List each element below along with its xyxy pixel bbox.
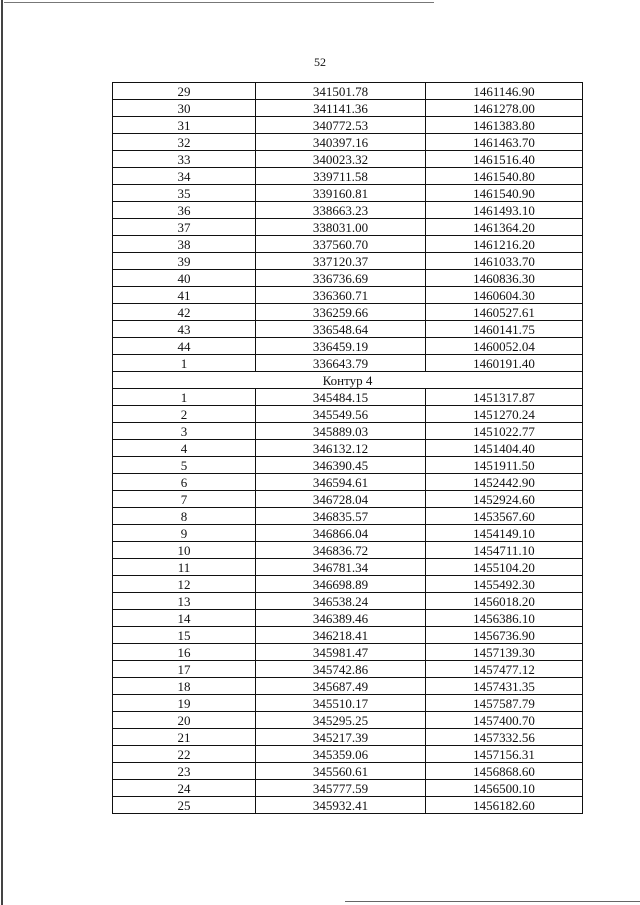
x-coordinate-cell: 346836.72	[256, 542, 426, 559]
table-row	[113, 338, 583, 355]
x-coordinate-cell: 346132.12	[256, 440, 426, 457]
table-row	[113, 576, 583, 593]
table-row	[113, 797, 583, 814]
table-row	[113, 780, 583, 797]
y-coordinate-cell: 1457332.56	[426, 729, 583, 746]
table-row	[113, 406, 583, 423]
point-number-cell: 23	[113, 763, 256, 780]
point-number-cell: 22	[113, 746, 256, 763]
table-row	[113, 644, 583, 661]
x-coordinate-cell: 341501.78	[256, 83, 426, 100]
y-coordinate-cell: 1457431.35	[426, 678, 583, 695]
point-number-cell: 25	[113, 797, 256, 814]
point-number-cell: 24	[113, 780, 256, 797]
point-number-cell: 42	[113, 304, 256, 321]
y-coordinate-cell: 1451317.87	[426, 389, 583, 406]
y-coordinate-cell: 1451270.24	[426, 406, 583, 423]
x-coordinate-cell: 336643.79	[256, 355, 426, 372]
x-coordinate-cell: 345484.15	[256, 389, 426, 406]
point-number-cell: 44	[113, 338, 256, 355]
table-row	[113, 729, 583, 746]
point-number-cell: 6	[113, 474, 256, 491]
point-number-cell: 17	[113, 661, 256, 678]
table-row	[113, 236, 583, 253]
table-row	[113, 525, 583, 542]
y-coordinate-cell: 1461516.40	[426, 151, 583, 168]
point-number-cell: 21	[113, 729, 256, 746]
x-coordinate-cell: 346781.34	[256, 559, 426, 576]
x-coordinate-cell: 345777.59	[256, 780, 426, 797]
y-coordinate-cell: 1456868.60	[426, 763, 583, 780]
y-coordinate-cell: 1461493.10	[426, 202, 583, 219]
point-number-cell: 36	[113, 202, 256, 219]
x-coordinate-cell: 346218.41	[256, 627, 426, 644]
x-coordinate-cell: 345981.47	[256, 644, 426, 661]
y-coordinate-cell: 1461540.80	[426, 168, 583, 185]
x-coordinate-cell: 345359.06	[256, 746, 426, 763]
x-coordinate-cell: 346728.04	[256, 491, 426, 508]
y-coordinate-cell: 1461383.80	[426, 117, 583, 134]
y-coordinate-cell: 1456182.60	[426, 797, 583, 814]
y-coordinate-cell: 1455492.30	[426, 576, 583, 593]
y-coordinate-cell: 1460191.40	[426, 355, 583, 372]
y-coordinate-cell: 1451404.40	[426, 440, 583, 457]
table-row	[113, 219, 583, 236]
y-coordinate-cell: 1460141.75	[426, 321, 583, 338]
point-number-cell: 33	[113, 151, 256, 168]
point-number-cell: 4	[113, 440, 256, 457]
y-coordinate-cell: 1457139.30	[426, 644, 583, 661]
table-row	[113, 593, 583, 610]
x-coordinate-cell: 346698.89	[256, 576, 426, 593]
point-number-cell: 32	[113, 134, 256, 151]
table-row	[113, 712, 583, 729]
y-coordinate-cell: 1451022.77	[426, 423, 583, 440]
point-number-cell: 34	[113, 168, 256, 185]
point-number-cell: 29	[113, 83, 256, 100]
x-coordinate-cell: 336459.19	[256, 338, 426, 355]
table-row	[113, 423, 583, 440]
table-row	[113, 134, 583, 151]
y-coordinate-cell: 1460604.30	[426, 287, 583, 304]
table-row	[113, 253, 583, 270]
scan-edge-top	[4, 2, 434, 3]
table-row	[113, 440, 583, 457]
table-row	[113, 389, 583, 406]
y-coordinate-cell: 1456500.10	[426, 780, 583, 797]
table-row	[113, 83, 583, 100]
y-coordinate-cell: 1456736.90	[426, 627, 583, 644]
x-coordinate-cell: 338663.23	[256, 202, 426, 219]
x-coordinate-cell: 345549.56	[256, 406, 426, 423]
x-coordinate-cell: 345889.03	[256, 423, 426, 440]
y-coordinate-cell: 1460836.30	[426, 270, 583, 287]
x-coordinate-cell: 345687.49	[256, 678, 426, 695]
x-coordinate-cell: 346389.46	[256, 610, 426, 627]
x-coordinate-cell: 346835.57	[256, 508, 426, 525]
x-coordinate-cell: 345295.25	[256, 712, 426, 729]
point-number-cell: 37	[113, 219, 256, 236]
x-coordinate-cell: 336360.71	[256, 287, 426, 304]
table-row	[113, 270, 583, 287]
x-coordinate-cell: 336736.69	[256, 270, 426, 287]
point-number-cell: 43	[113, 321, 256, 338]
point-number-cell: 14	[113, 610, 256, 627]
point-number-cell: 8	[113, 508, 256, 525]
table-row	[113, 117, 583, 134]
table-row	[113, 304, 583, 321]
table-row	[113, 763, 583, 780]
point-number-cell: 10	[113, 542, 256, 559]
point-number-cell: 19	[113, 695, 256, 712]
table-row	[113, 559, 583, 576]
point-number-cell: 40	[113, 270, 256, 287]
y-coordinate-cell: 1461216.20	[426, 236, 583, 253]
x-coordinate-cell: 337120.37	[256, 253, 426, 270]
y-coordinate-cell: 1457156.31	[426, 746, 583, 763]
y-coordinate-cell: 1457400.70	[426, 712, 583, 729]
x-coordinate-cell: 345217.39	[256, 729, 426, 746]
x-coordinate-cell: 337560.70	[256, 236, 426, 253]
coordinates-table	[112, 82, 583, 814]
y-coordinate-cell: 1454711.10	[426, 542, 583, 559]
table-row	[113, 287, 583, 304]
y-coordinate-cell: 1453567.60	[426, 508, 583, 525]
y-coordinate-cell: 1457477.12	[426, 661, 583, 678]
x-coordinate-cell: 336259.66	[256, 304, 426, 321]
y-coordinate-cell: 1454149.10	[426, 525, 583, 542]
y-coordinate-cell: 1452924.60	[426, 491, 583, 508]
x-coordinate-cell: 338031.00	[256, 219, 426, 236]
table-row	[113, 355, 583, 372]
point-number-cell: 39	[113, 253, 256, 270]
x-coordinate-cell: 341141.36	[256, 100, 426, 117]
y-coordinate-cell: 1452442.90	[426, 474, 583, 491]
x-coordinate-cell: 345932.41	[256, 797, 426, 814]
point-number-cell: 35	[113, 185, 256, 202]
point-number-cell: 11	[113, 559, 256, 576]
point-number-cell: 30	[113, 100, 256, 117]
scan-edge-bottom	[345, 901, 640, 902]
table-row	[113, 100, 583, 117]
table-row	[113, 491, 583, 508]
x-coordinate-cell: 346538.24	[256, 593, 426, 610]
point-number-cell: 15	[113, 627, 256, 644]
y-coordinate-cell: 1461540.90	[426, 185, 583, 202]
x-coordinate-cell: 336548.64	[256, 321, 426, 338]
x-coordinate-cell: 340772.53	[256, 117, 426, 134]
page-number: 52	[314, 55, 326, 69]
section-header-row	[113, 372, 583, 389]
x-coordinate-cell: 345560.61	[256, 763, 426, 780]
y-coordinate-cell: 1460527.61	[426, 304, 583, 321]
y-coordinate-cell: 1455104.20	[426, 559, 583, 576]
point-number-cell: 18	[113, 678, 256, 695]
table-row	[113, 321, 583, 338]
y-coordinate-cell: 1451911.50	[426, 457, 583, 474]
point-number-cell: 38	[113, 236, 256, 253]
y-coordinate-cell: 1461364.20	[426, 219, 583, 236]
x-coordinate-cell: 339160.81	[256, 185, 426, 202]
y-coordinate-cell: 1457587.79	[426, 695, 583, 712]
point-number-cell: 7	[113, 491, 256, 508]
table-row	[113, 661, 583, 678]
y-coordinate-cell: 1461463.70	[426, 134, 583, 151]
point-number-cell: 5	[113, 457, 256, 474]
point-number-cell: 3	[113, 423, 256, 440]
y-coordinate-cell: 1456018.20	[426, 593, 583, 610]
point-number-cell: 1	[113, 389, 256, 406]
table-row	[113, 542, 583, 559]
table-row	[113, 202, 583, 219]
x-coordinate-cell: 345742.86	[256, 661, 426, 678]
table-row	[113, 457, 583, 474]
table-row	[113, 627, 583, 644]
x-coordinate-cell: 346866.04	[256, 525, 426, 542]
point-number-cell: 13	[113, 593, 256, 610]
table-row	[113, 678, 583, 695]
x-coordinate-cell: 339711.58	[256, 168, 426, 185]
point-number-cell: 9	[113, 525, 256, 542]
x-coordinate-cell: 346390.45	[256, 457, 426, 474]
table-row	[113, 474, 583, 491]
point-number-cell: 2	[113, 406, 256, 423]
table-row	[113, 151, 583, 168]
table-row	[113, 695, 583, 712]
point-number-cell: 20	[113, 712, 256, 729]
point-number-cell: 1	[113, 355, 256, 372]
table-row	[113, 746, 583, 763]
table-row	[113, 168, 583, 185]
scan-edge-left	[1, 0, 3, 905]
coordinates-table-body	[113, 83, 583, 814]
y-coordinate-cell: 1456386.10	[426, 610, 583, 627]
table-row	[113, 610, 583, 627]
section-title: Контур 4	[113, 372, 583, 389]
x-coordinate-cell: 345510.17	[256, 695, 426, 712]
y-coordinate-cell: 1460052.04	[426, 338, 583, 355]
point-number-cell: 12	[113, 576, 256, 593]
y-coordinate-cell: 1461146.90	[426, 83, 583, 100]
x-coordinate-cell: 340397.16	[256, 134, 426, 151]
y-coordinate-cell: 1461278.00	[426, 100, 583, 117]
table-row	[113, 508, 583, 525]
x-coordinate-cell: 340023.32	[256, 151, 426, 168]
x-coordinate-cell: 346594.61	[256, 474, 426, 491]
y-coordinate-cell: 1461033.70	[426, 253, 583, 270]
point-number-cell: 41	[113, 287, 256, 304]
point-number-cell: 31	[113, 117, 256, 134]
table-row	[113, 185, 583, 202]
point-number-cell: 16	[113, 644, 256, 661]
